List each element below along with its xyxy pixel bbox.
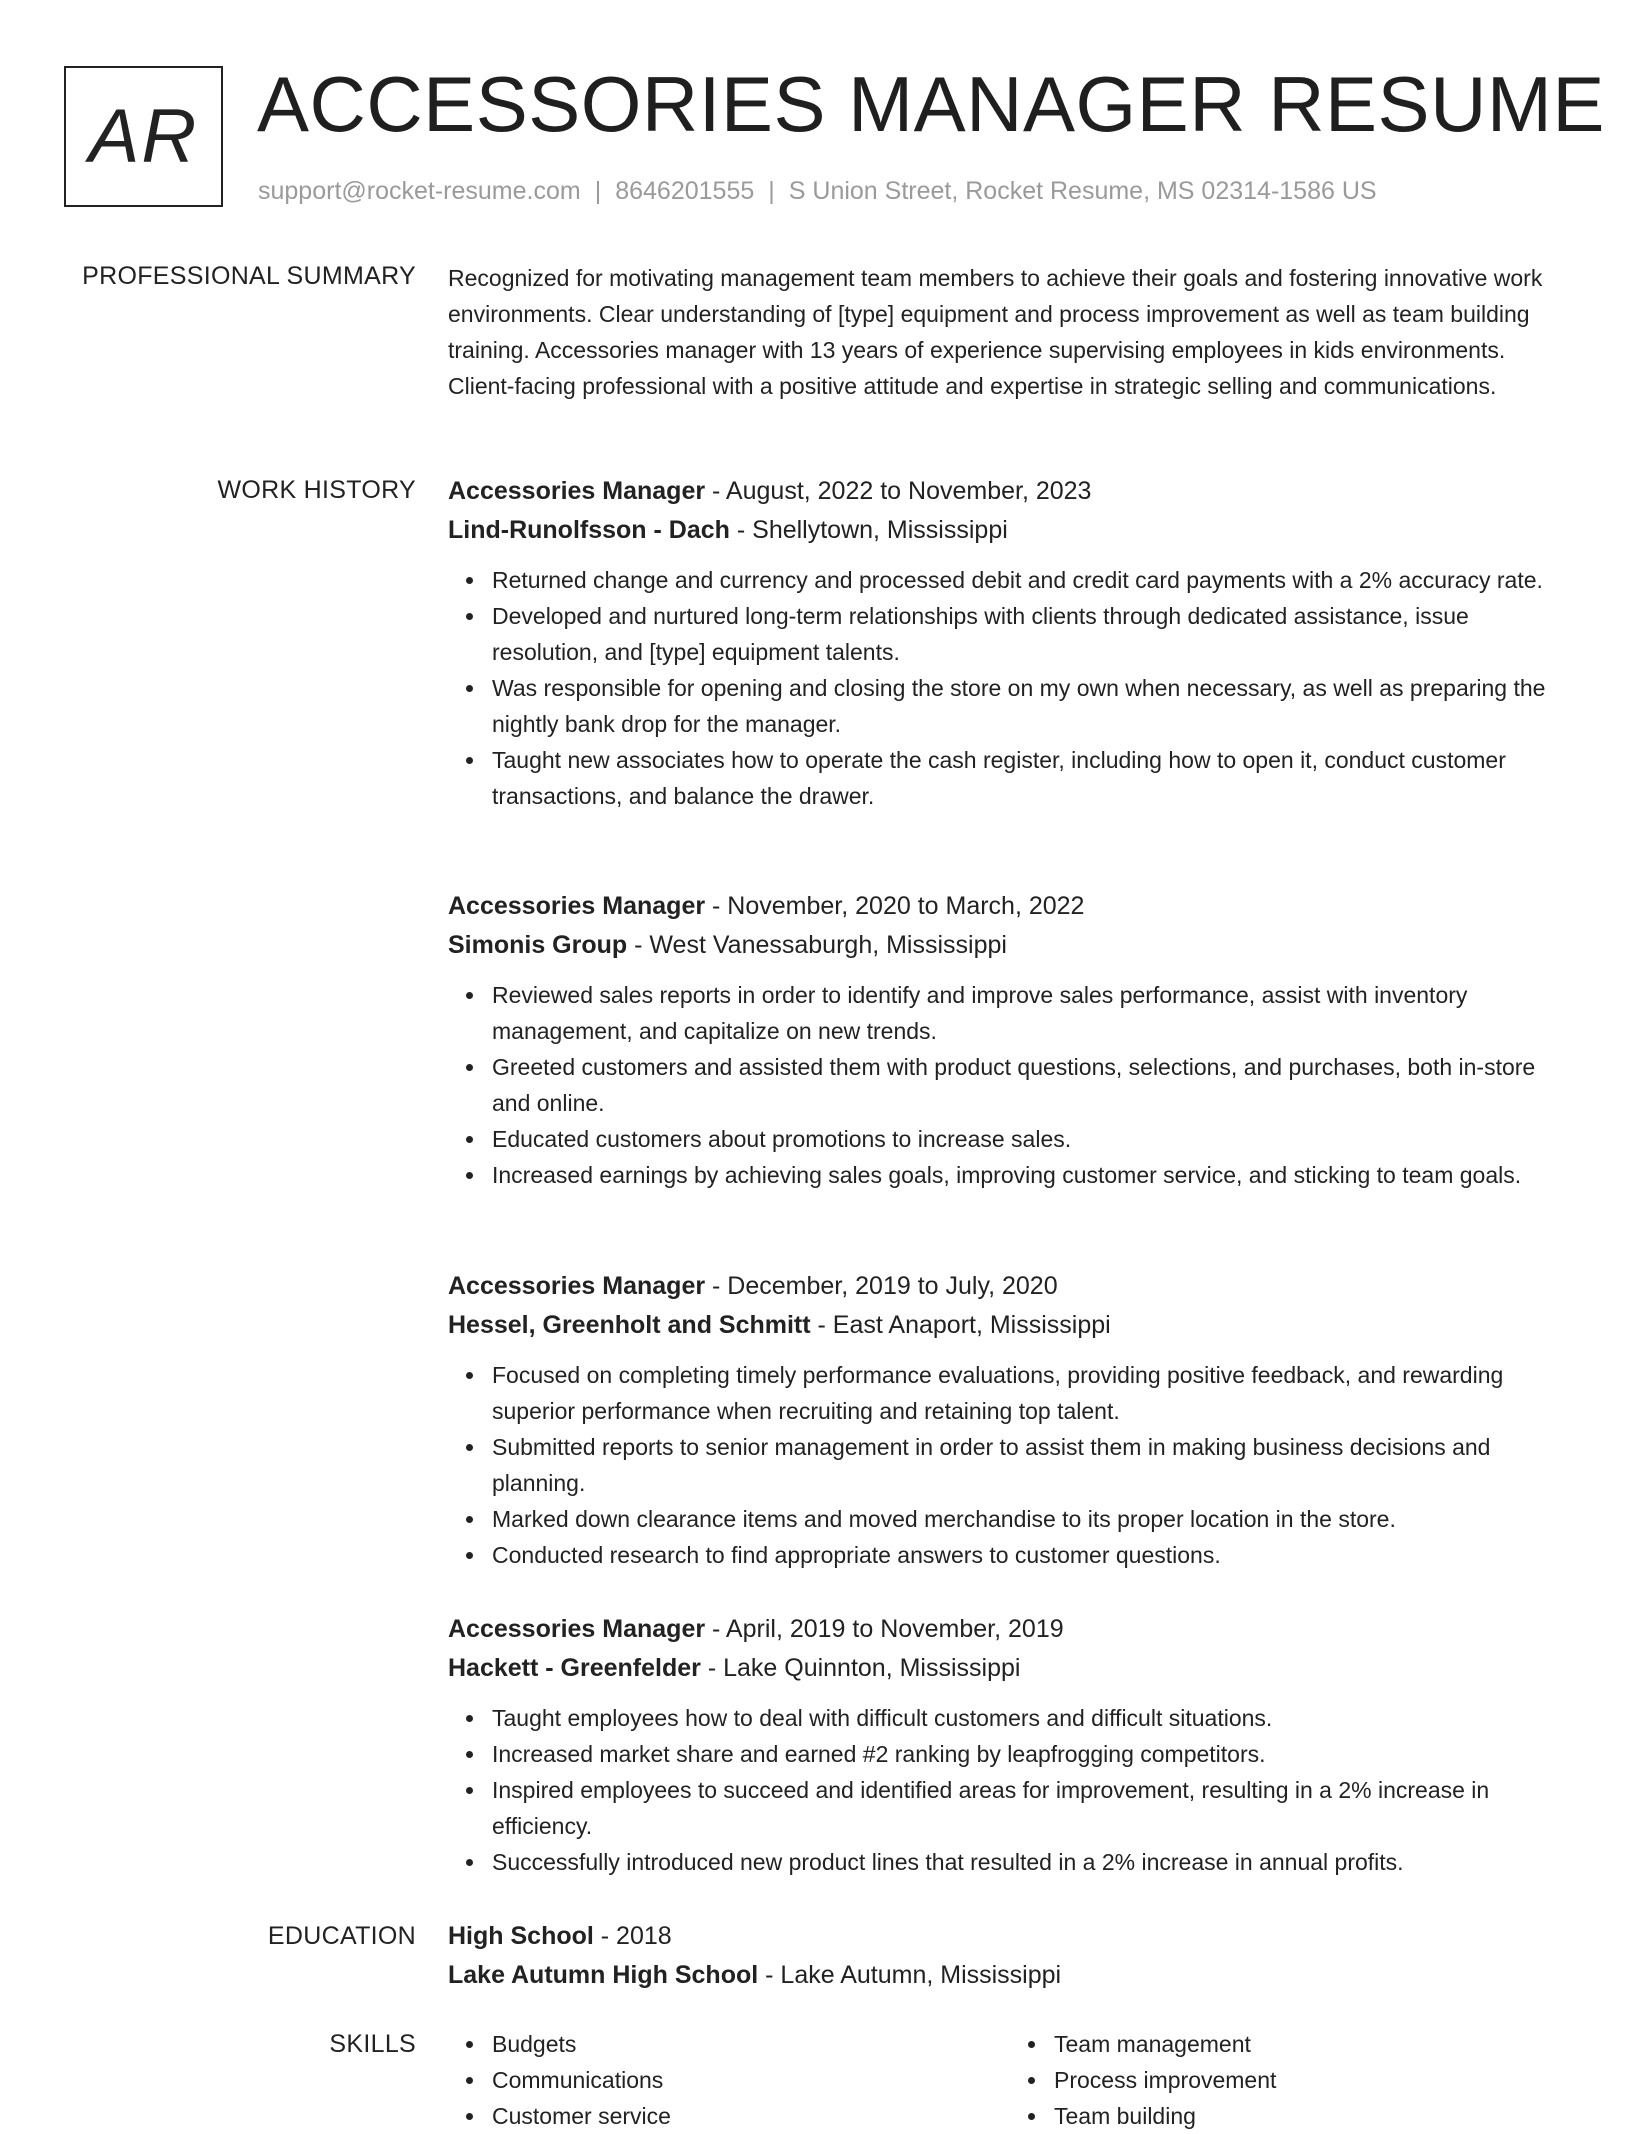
job-duties-list xyxy=(448,562,1572,814)
job-company-line xyxy=(448,511,1572,550)
education-year: - 2018 xyxy=(593,1922,672,1950)
job-dates: - December, 2019 to July, 2020 xyxy=(705,1272,1058,1300)
skills-column-left xyxy=(448,2026,1010,2134)
job-title: Accessories Manager xyxy=(448,892,706,920)
job-entry xyxy=(448,1267,1572,1573)
skill-item: Customer service xyxy=(492,2098,1010,2134)
job-location: - East Anaport, Mississippi xyxy=(810,1311,1111,1339)
list-item: Submitted reports to senior management in order to assist them in making business decisions and planning. xyxy=(492,1429,1572,1501)
job-title-line xyxy=(448,887,1572,926)
section-label-summary: PROFESSIONAL SUMMARY xyxy=(82,262,416,290)
job-location: - Lake Quinnton, Mississippi xyxy=(700,1654,1021,1682)
contact-email: support@rocket-resume.com xyxy=(258,177,581,205)
list-item: Was responsible for opening and closing the store on my own when necessary, as well as preparing the nightly bank drop for the manager. xyxy=(492,670,1572,742)
job-title-line xyxy=(448,1610,1572,1649)
list-item: Successfully introduced new product lines that resulted in a 2% increase in annual profits. xyxy=(492,1844,1572,1880)
contact-line xyxy=(258,176,1377,206)
job-entry xyxy=(448,472,1572,814)
list-item: Returned change and currency and processed debit and credit card payments with a 2% accuracy rate. xyxy=(492,562,1572,598)
skills-column-right xyxy=(1010,2026,1572,2134)
job-entry xyxy=(448,887,1572,1193)
job-location: - West Vanessaburgh, Mississippi xyxy=(627,931,1007,959)
resume-title: ACCESSORIES MANAGER RESUME xyxy=(257,60,1605,148)
skill-item: Process improvement xyxy=(1054,2062,1572,2098)
job-dates: - August, 2022 to November, 2023 xyxy=(705,477,1092,505)
job-company-line xyxy=(448,926,1572,965)
education-school: Lake Autumn High School xyxy=(448,1961,759,1989)
job-dates: - November, 2020 to March, 2022 xyxy=(705,892,1085,920)
skills-columns xyxy=(448,2026,1572,2134)
list-item: Increased earnings by achieving sales goals, improving customer service, and sticking to team goals. xyxy=(492,1157,1572,1193)
skill-item: Team building xyxy=(1054,2098,1572,2134)
education-entry xyxy=(448,1917,1572,1995)
list-item: Educated customers about promotions to increase sales. xyxy=(492,1121,1572,1157)
list-item: Taught employees how to deal with difficult customers and difficult situations. xyxy=(492,1700,1572,1736)
job-duties-list xyxy=(448,977,1572,1193)
job-title: Accessories Manager xyxy=(448,1272,706,1300)
job-company: Lind-Runolfsson - Dach xyxy=(448,516,730,544)
job-company: Hessel, Greenholt and Schmitt xyxy=(448,1311,811,1339)
skill-item: Budgets xyxy=(492,2026,1010,2062)
list-item: Increased market share and earned #2 ranking by leapfrogging competitors. xyxy=(492,1736,1572,1772)
skill-item: Team management xyxy=(1054,2026,1572,2062)
contact-address: S Union Street, Rocket Resume, MS 02314-1586 US xyxy=(788,177,1377,205)
job-company-line xyxy=(448,1649,1572,1688)
list-item: Inspired employees to succeed and identified areas for improvement, resulting in a 2% increase in efficiency. xyxy=(492,1772,1572,1844)
summary-text: Recognized for motivating management team members to achieve their goals and fostering innovative work environments. Clear understanding of [type] equipment and process improvement as well as team building training. Accessories manager with 13 years of experience supervising employees in kids environments. Client-facing professional with a positive attitude and expertise in strategic selling and communications. xyxy=(448,265,1543,399)
list-item: Developed and nurtured long-term relationships with clients through dedicated assistance, issue resolution, and [type] equipment talents. xyxy=(492,598,1572,670)
job-location: - Shellytown, Mississippi xyxy=(729,516,1008,544)
job-title: Accessories Manager xyxy=(448,1615,706,1643)
job-title-line xyxy=(448,472,1572,511)
skills-list xyxy=(448,2026,1572,2134)
job-dates: - April, 2019 to November, 2019 xyxy=(705,1615,1064,1643)
list-item: Marked down clearance items and moved merchandise to its proper location in the store. xyxy=(492,1501,1572,1537)
education-school-line xyxy=(448,1956,1572,1995)
initials-monogram: AR xyxy=(64,66,223,207)
job-duties-list xyxy=(448,1357,1572,1573)
section-label-skills: SKILLS xyxy=(329,2030,416,2058)
list-item: Focused on completing timely performance evaluations, providing positive feedback, and rewarding superior performance when recruiting and retaining top talent. xyxy=(492,1357,1572,1429)
section-label-education: EDUCATION xyxy=(267,1922,416,1950)
education-degree-line xyxy=(448,1917,1572,1956)
job-entry xyxy=(448,1610,1572,1880)
job-company: Simonis Group xyxy=(448,931,628,959)
skill-item: Communications xyxy=(492,2062,1010,2098)
list-item: Taught new associates how to operate the cash register, including how to open it, conduct customer transactions, and balance the drawer. xyxy=(492,742,1572,814)
education-degree: High School xyxy=(448,1922,594,1950)
list-item: Greeted customers and assisted them with product questions, selections, and purchases, both in-store and online. xyxy=(492,1049,1572,1121)
job-company-line xyxy=(448,1306,1572,1345)
job-title: Accessories Manager xyxy=(448,477,706,505)
contact-phone: 8646201555 xyxy=(615,177,755,205)
list-item: Conducted research to find appropriate answers to customer questions. xyxy=(492,1537,1572,1573)
contact-separator: | xyxy=(768,177,775,205)
job-title-line xyxy=(448,1267,1572,1306)
list-item: Reviewed sales reports in order to identify and improve sales performance, assist with inventory management, and capitalize on new trends. xyxy=(492,977,1572,1049)
job-duties-list xyxy=(448,1700,1572,1880)
section-label-work-history: WORK HISTORY xyxy=(217,476,416,504)
job-company: Hackett - Greenfelder xyxy=(448,1654,701,1682)
education-location: - Lake Autumn, Mississippi xyxy=(758,1961,1062,1989)
contact-separator: | xyxy=(594,177,602,205)
